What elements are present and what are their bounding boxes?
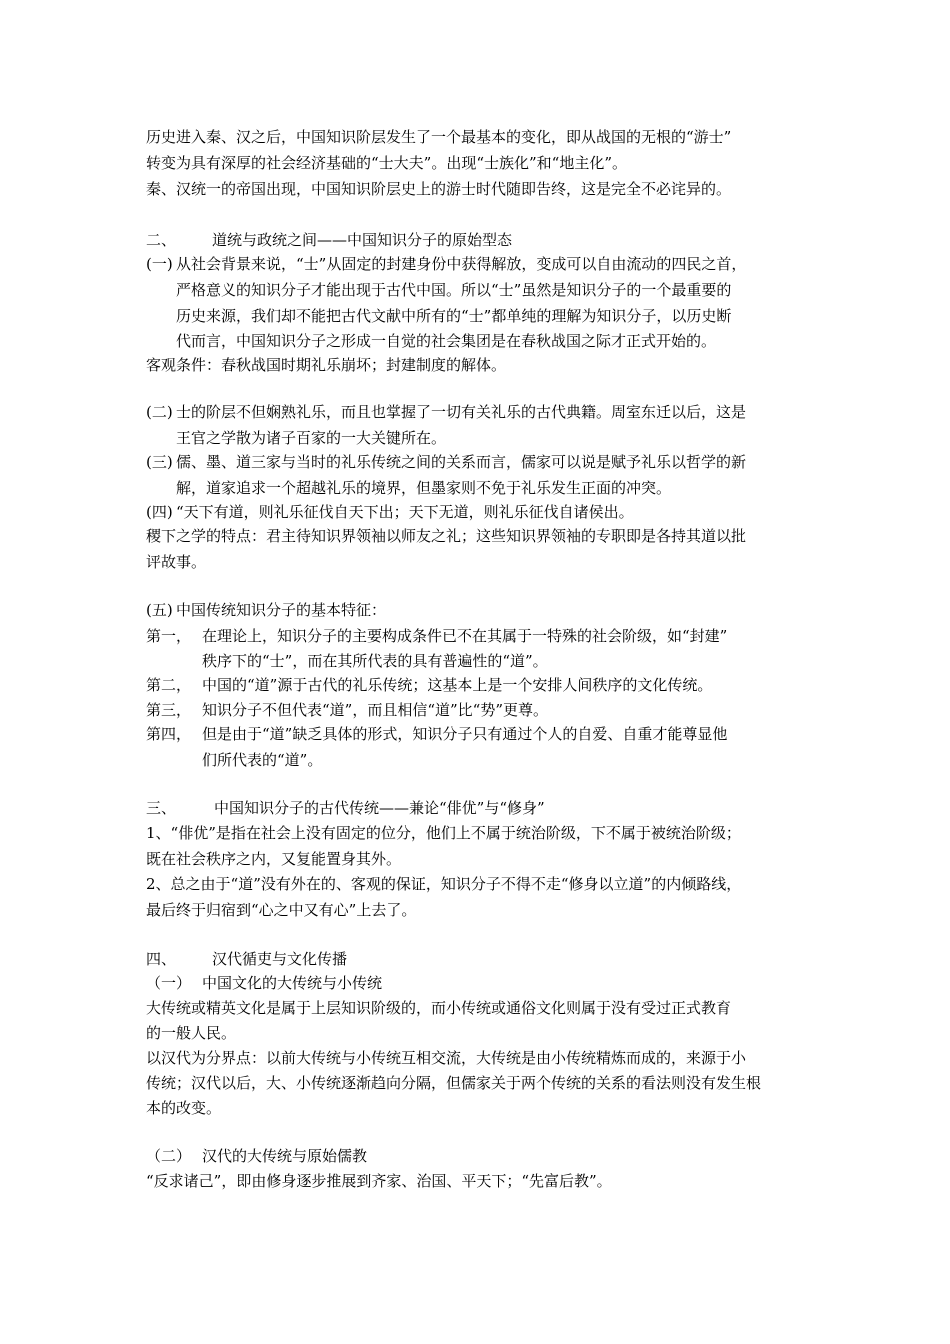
item-line: 代而言，中国知识分子之形成一自觉的社会集团是在春秋战国之际才正式开始的。 [176, 332, 717, 350]
point-line: 秩序下的“士”，而在其所代表的具有普遍性的“道”。 [202, 652, 548, 670]
point-label: 第二， [146, 676, 192, 694]
paragraph-line: 本的改变。 [146, 1099, 222, 1117]
paragraph-line: 传统；汉代以后，大、小传统逐渐趋向分隔，但儒家关于两个传统的关系的看法则没有发生根 [146, 1074, 762, 1092]
item-line: 王官之学散为诸子百家的一大关键所在。 [176, 429, 447, 447]
subsection-label: （二） [146, 1147, 192, 1165]
item-line: 解，道家追求一个超越礼乐的境界，但墨家则不免于礼乐发生正面的冲突。 [176, 479, 672, 497]
subsection-label: （一） [146, 974, 192, 992]
point-line: 知识分子不但代表“道”，而且相信“道”比“势”更尊。 [202, 701, 549, 719]
item-line: 从社会背景来说，“士”从固定的封建身份中获得解放，变成可以自由流动的四民之首， [176, 255, 747, 273]
item-line: 士的阶层不但娴熟礼乐，而且也掌握了一切有关礼乐的古代典籍。周室东迁以后，这是 [176, 403, 747, 421]
section-number: 三、 [146, 799, 177, 817]
paragraph-line: 最后终于归宿到“心之中又有心”上去了。 [146, 901, 417, 919]
item-line: 历史来源，我们却不能把古代文献中所有的“士”都单纯的理解为知识分子，以历史断 [176, 307, 732, 325]
item-label: (四) [146, 503, 173, 521]
section-heading: 汉代循吏与文化传播 [212, 950, 348, 968]
paragraph-line: “反求诸己”，即由修身逐步推展到齐家、治国、平天下；“先富后教”。 [146, 1172, 612, 1190]
paragraph-line: 的一般人民。 [146, 1024, 237, 1042]
paragraph-line: 大传统或精英文化是属于上层知识阶级的，而小传统或通俗文化则属于没有受过正式教育 [146, 999, 732, 1017]
paragraph-line: 既在社会秩序之内，又复能置身其外。 [146, 850, 402, 868]
point-line: 们所代表的“道”。 [202, 751, 323, 769]
point-line: 但是由于“道”缺乏具体的形式，知识分子只有通过个人的自爱、自重才能尊显他 [202, 725, 728, 743]
point-label: 第一， [146, 627, 192, 645]
paragraph-line: 稷下之学的特点：君主待知识界领袖以师友之礼；这些知识界领袖的专职即是各持其道以批 [146, 527, 747, 545]
item-label: (一) [146, 255, 173, 273]
subsection-title: 中国文化的大传统与小传统 [202, 974, 383, 992]
paragraph-line: 评故事。 [146, 553, 207, 571]
point-line: 在理论上，知识分子的主要构成条件已不在其属于一特殊的社会阶级，如“封建” [202, 627, 728, 645]
paragraph-line: 1、“俳优”是指在社会上没有固定的位分，他们上不属于统治阶级，下不属于被统治阶级； [146, 824, 741, 842]
point-label: 第三， [146, 701, 192, 719]
intro-line: 秦、汉统一的帝国出现，中国知识阶层史上的游士时代随即告终，这是完全不必诧异的。 [146, 180, 732, 198]
item-label: (二) [146, 403, 173, 421]
section-number: 四、 [146, 950, 177, 968]
section-heading: 道统与政统之间——中国知识分子的原始型态 [212, 231, 513, 249]
section-number: 二、 [146, 231, 177, 249]
item-line: “天下有道，则礼乐征伐自天下出；天下无道，则礼乐征伐自诸侯出。 [176, 503, 634, 521]
intro-line: 转变为具有深厚的社会经济基础的“士大夫”。出现“士族化”和“地主化”。 [146, 154, 628, 172]
item-label: (三) [146, 453, 173, 471]
section-heading: 中国知识分子的古代传统——兼论“俳优”与“修身” [214, 799, 545, 817]
subsection-title: 汉代的大传统与原始儒教 [202, 1147, 368, 1165]
paragraph-line: 2、总之由于“道”没有外在的、客观的保证，知识分子不得不走“修身以立道”的内倾路线， [146, 875, 742, 893]
item-title: 中国传统知识分子的基本特征： [176, 601, 387, 619]
intro-line: 历史进入秦、汉之后，中国知识阶层发生了一个最基本的变化，即从战国的无根的“游士” [146, 128, 732, 146]
item-line: 儒、墨、道三家与当时的礼乐传统之间的关系而言，儒家可以说是赋予礼乐以哲学的新 [176, 453, 747, 471]
point-line: 中国的“道”源于古代的礼乐传统；这基本上是一个安排人间秩序的文化传统。 [202, 676, 713, 694]
paragraph-line: 以汉代为分界点：以前大传统与小传统互相交流，大传统是由小传统精炼而成的，来源于小 [146, 1049, 747, 1067]
paragraph-line: 客观条件：春秋战国时期礼乐崩坏；封建制度的解体。 [146, 356, 507, 374]
item-line: 严格意义的知识分子才能出现于古代中国。所以“士”虽然是知识分子的一个最重要的 [176, 281, 732, 299]
point-label: 第四， [146, 725, 192, 743]
item-label: (五) [146, 601, 173, 619]
